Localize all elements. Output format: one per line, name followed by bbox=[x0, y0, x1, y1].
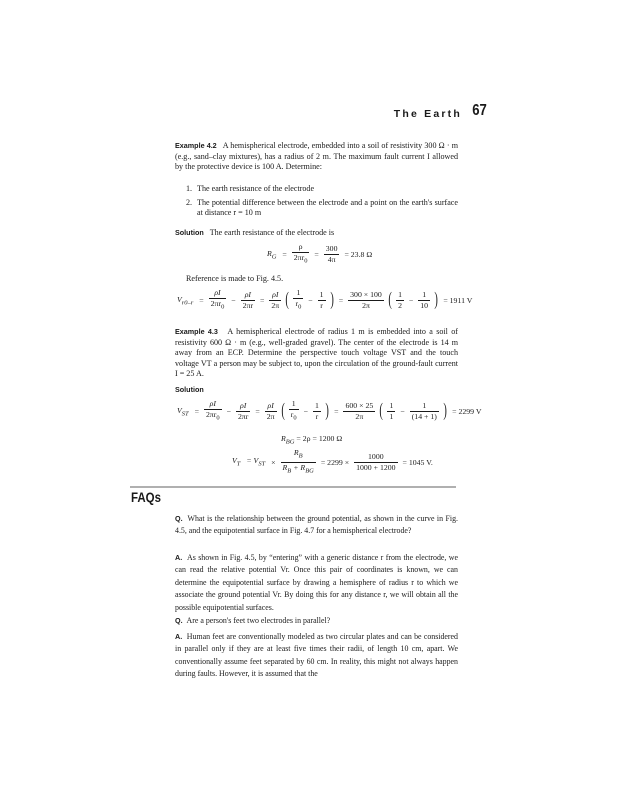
example-text: A hemispherical electrode of radius 1 m is embedded into a soil of resistivity 600 Ω · m (e.g., well-graded gravel). The center of the electrode is 14 m away from an ECP. Determine the perspective touch voltage VST and the touch voltage VT a person may be subject to, upon the circulation of the ground-fault current I = 25 A. bbox=[175, 327, 458, 378]
equation-earth-resistance: $R_G$ = $\frac{\rho}{2\pi r_0}$ = $\frac{300}{4\pi}$ = 23.8 Ω bbox=[267, 242, 373, 265]
running-title: The Earth bbox=[393, 108, 462, 120]
section-divider bbox=[130, 486, 456, 488]
list-item: 1. The earth resistance of the electrode bbox=[186, 184, 315, 193]
equation-body-resistance: $R_{BG} = 2\rho = 1200$ Ω bbox=[281, 434, 343, 446]
faq-question-1: Q. What is the relationship between the ground potential, as shown in the curve in Fig. 4.5, and the equipotential surface in Fig. 4.7 for a hemispherical electrode? bbox=[175, 514, 458, 536]
faq-answer-1: A. As shown in Fig. 4.5, by “entering” with a generic distance r from the electrode, we can read the relative potential Vr. Once this pair of coordinates is known, we can determine the equipotential surface by drawing a hemisphere of radius r to which we associate the ground potential Vr. By doing this for any distance r, we will obtain all the possible equipotential surfaces. bbox=[175, 553, 458, 612]
example-label: Example 4.3 bbox=[175, 327, 218, 336]
running-header bbox=[0, 100, 617, 124]
list-item: 2. The potential difference between the electrode and a point on the earth's surface at distance r = 10 m bbox=[186, 197, 458, 217]
example-4-2-tasks bbox=[186, 184, 458, 222]
page-number: 67 bbox=[472, 102, 487, 119]
example-text: A hemispherical electrode, embedded into a soil of resistivity 300 Ω · m (e.g., sand–clay mixtures), has a radius of 2 m. The maximum fault current I allowed by the protective device is 100 A. Determine: bbox=[175, 141, 458, 171]
example-label: Example 4.2 bbox=[175, 141, 217, 150]
equation-touch-voltage: $V_T = V_{ST}$ × $\frac{R_B}{R_B + R_{BG}}$ = 2299 × $\frac{1000}{1000 + 1200}$ = 1045 V. bbox=[232, 448, 433, 475]
equation-perspective-touch-voltage: $V_{ST}$ = $\frac{\rho I}{2\pi r_0}$ − $\frac{\rho I}{2\pi r}$ = $\frac{\rho I}{2\pi}$ ( $\frac{1}{r_0}$ − $\frac{1}{r}$ ) = $\frac{600 \times 25}{2\pi}$ ( $\frac{1}{1}$ − $\frac{1}{(14 + 1)}$ ) = 2299 V bbox=[177, 399, 482, 422]
example-4-2-statement bbox=[175, 141, 458, 173]
example-4-3-statement bbox=[175, 327, 458, 380]
faq-question-2: Q. Are a person's feet two electrodes in parallel? bbox=[175, 616, 331, 625]
solution-label: Solution bbox=[175, 385, 204, 394]
solution-label: Solution bbox=[175, 228, 204, 237]
reference-text: Reference is made to Fig. 4.5. bbox=[186, 274, 284, 283]
example-4-3-solution bbox=[175, 385, 458, 396]
faq-answer-2: A. Human feet are conventionally modeled as two circular plates and can be considered in parallel only if they are at least five times their radii, of length 10 cm, apart. We conventionally assume feet separated by 60 cm. In reality, this might not always happen during faults. However, it is assumed that the bbox=[175, 632, 459, 679]
example-4-2-solution bbox=[175, 228, 458, 239]
solution-text: The earth resistance of the electrode is bbox=[209, 228, 335, 237]
equation-potential-difference: $V_{r0-r}$ = $\frac{\rho I}{2\pi r_0}$ − $\frac{\rho I}{2\pi r}$ = $\frac{\rho I}{2\pi}$ ( $\frac{1}{r_0}$ − $\frac{1}{r}$ ) = $\frac{300 \times 100}{2\pi}$ ( $\frac{1}{2}$ − $\frac{1}{10}$ ) = 1911 V bbox=[177, 288, 473, 311]
faqs-heading: FAQs bbox=[131, 490, 161, 505]
